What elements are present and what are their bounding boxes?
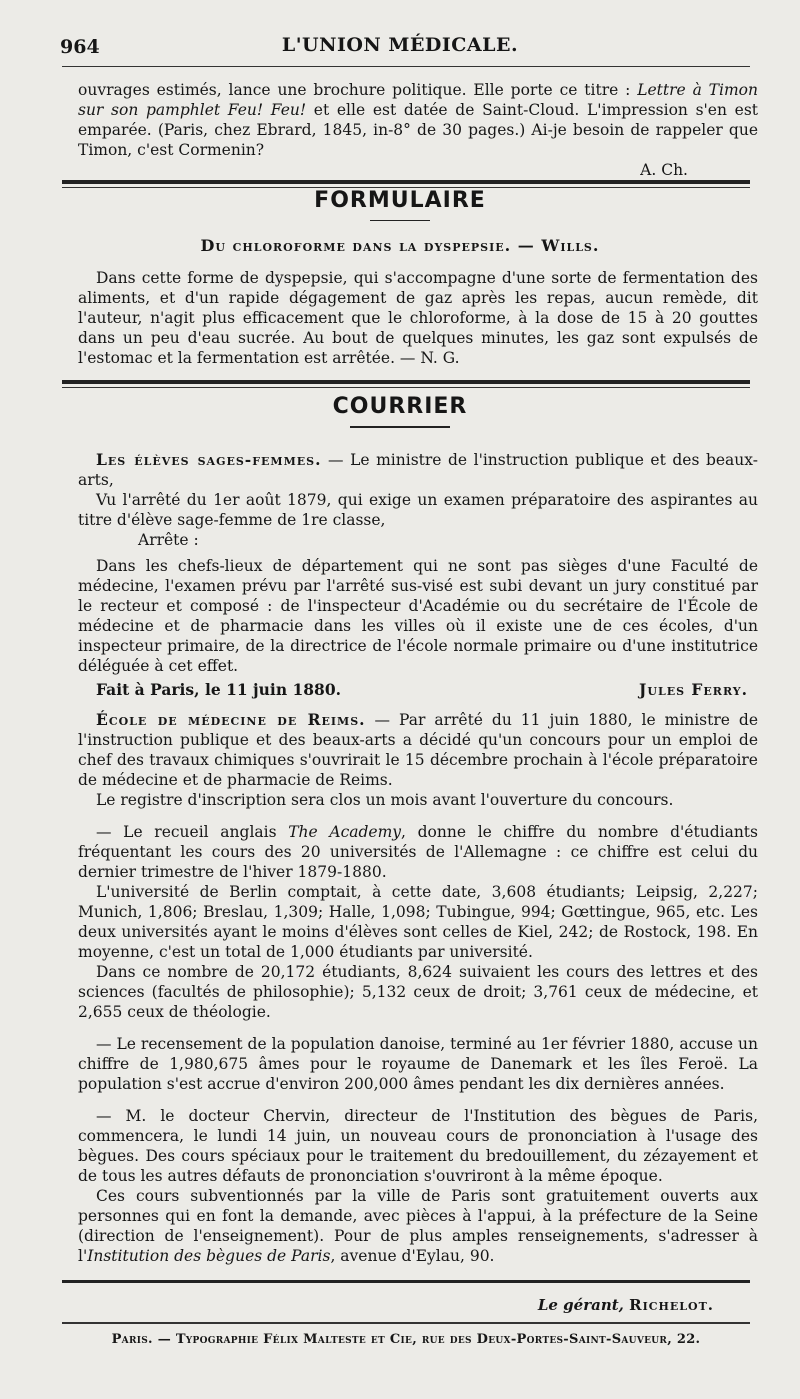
- running-title: L'UNION MÉDICALE.: [281, 34, 519, 56]
- header-rule: [62, 66, 750, 67]
- section-rule: [62, 180, 750, 184]
- courrier-body: [78, 450, 758, 1266]
- reims-body: — Par arrêté du 11 juin 1880, le ministre de l'instruction publique et des beaux-arts a décidé qu'un concours pour un emploi de chef des travaux chimiques s'ouvrirait le 15 décembre prochain à l'école préparatoire de médecine et de pharmacie de Reims.: [78, 711, 758, 789]
- eleves-line1: — Le ministre de l'instruction publique et des beaux-arts,: [78, 451, 758, 489]
- academy-text-a: — Le recueil anglais: [96, 823, 289, 841]
- eleves-arrete: Arrête :: [138, 531, 199, 549]
- eleves-date-line: [78, 680, 758, 700]
- chervin-institution: Institution des bègues de Paris: [87, 1247, 331, 1265]
- formulaire-paragraph: Dans cette forme de dyspepsie, qui s'accompagne d'une sorte de fermentation des aliments, et d'un rapide dégagement de gaz après les repas, aucun remède, dit l'auteur, n'agit plus efficacement que le chloroforme, à la dose de 15 à 20 gouttes dans un peu d'eau sucrée. Au bout de quelques minutes, les gaz sont expulsés de l'estomac et la fermentation est arrêtée. — N. G.: [78, 269, 758, 367]
- danemark-paragraph: — Le recensement de la population danoise, terminé au 1er février 1880, accuse un chiffre de 1,980,675 âmes pour le royaume de Danemark et les îles Feroë. La population s'est accrue d'environ 200,000 âmes pendant les dix dernières années.: [78, 1035, 758, 1093]
- gerant-signature: [538, 1296, 714, 1314]
- intro-text-b: et elle est datée de Saint-Cloud. L'impression s'en est emparée. (Paris, chez Ebrard, 1845, in-8° de 30 pages.) Ai-je besoin de rappeler que Timon, c'est Cormenin?: [78, 101, 759, 159]
- academy-journal: The Academy: [288, 823, 402, 841]
- eleves-lead: Les élèves sages-femmes.: [96, 450, 322, 469]
- page-number: 964: [60, 36, 100, 58]
- intro-text-a: ouvrages estimés, lance une brochure politique. Elle porte ce titre :: [78, 81, 638, 99]
- chervin-text-b: , avenue d'Eylau, 90.: [330, 1247, 495, 1265]
- eleves-signed: Jules Ferry.: [639, 680, 748, 699]
- intro-title: Lettre à Timon sur son pamphlet Feu! Feu!: [78, 81, 758, 119]
- section-rule: [62, 380, 750, 384]
- courrier-underline: [350, 426, 450, 428]
- intro-signature: A. Ch.: [640, 161, 688, 179]
- imprint-rule: [62, 1322, 750, 1324]
- formulaire-body: [78, 268, 758, 368]
- section-rule-thin: [62, 387, 750, 388]
- academy-para3: Dans ce nombre de 20,172 étudiants, 8,624 suivaient les cours des lettres et des sciences (facultés de philosophie); 5,132 ceux de droit; 3,761 ceux de médecine, et 2,655 ceux de théologie.: [78, 963, 758, 1021]
- intro-paragraph: [78, 80, 758, 180]
- academy-para2: L'université de Berlin comptait, à cette date, 3,608 étudiants; Leipsig, 2,227; Munich, 1,806; Breslau, 1,309; Halle, 1,098; Tubingue, 994; Gœttingue, 965, etc. Les deux universités ayant le moins d'élèves sont celles de Kiel, 242; de Rostock, 198. En moyenne, c'est un total de 1,000 étudiants par université.: [78, 883, 758, 961]
- formulaire-subheading: Du chloroforme dans la dyspepsie. — Wills.: [200, 236, 600, 255]
- chervin-text-a: Ces cours subventionnés par la ville de Paris sont gratuitement ouverts aux personnes qui en font la demande, avec pièces à l'appui, à la préfecture de la Seine (direction de l'enseignement). Pour de plus amples renseignements, s'adresser à l': [78, 1187, 758, 1265]
- eleves-body: Dans les chefs-lieux de département qui ne sont pas sièges d'une Faculté de médecine, l'examen prévu par l'arrêté sus-visé est subi devant un jury constitué par le recteur et composé : de l'inspecteur d'Académie ou du secrétaire de l'École de médecine et de pharmacie dans les villes où il existe une de ces écoles, d'un inspecteur primaire, de la directrice de l'école normale primaire ou d'une institutrice déléguée à cet effet.: [78, 557, 758, 675]
- gerant-label: Le gérant,: [537, 1296, 624, 1314]
- gerant-name: Richelot.: [629, 1296, 714, 1314]
- reims-lead: École de médecine de Reims.: [96, 710, 366, 729]
- eleves-line2: Vu l'arrêté du 1er août 1879, qui exige un examen préparatoire des aspirantes au titre d'élève sage-femme de 1re classe,: [78, 491, 758, 529]
- eleves-date: Fait à Paris, le 11 juin 1880.: [96, 680, 342, 699]
- courrier-heading: COURRIER: [332, 394, 468, 419]
- reims-register: Le registre d'inscription sera clos un mois avant l'ouverture du concours.: [96, 791, 674, 809]
- academy-text-b: , donne le chiffre du nombre d'étudiants fréquentant les cours des 20 universités de l'Allemagne : ce chiffre est celui du dernier trimestre de l'hiver 1879-1880.: [78, 823, 758, 881]
- formulaire-underline: [370, 220, 430, 221]
- chervin-paragraph: — M. le docteur Chervin, directeur de l'Institution des bègues de Paris, commencera, le lundi 14 juin, un nouveau cours de prononciation à l'usage des bègues. Des cours spéciaux pour le traitement du bredouillement, du zézayement et de tous les autres défauts de prononciation s'ouvriront à la même époque.: [78, 1107, 758, 1185]
- closing-rule: [62, 1280, 750, 1283]
- imprint-line: Paris. — Typographie Félix Malteste et Cie, rue des Deux-Portes-Saint-Sauveur, 22.: [111, 1332, 701, 1347]
- formulaire-heading: FORMULAIRE: [314, 188, 486, 213]
